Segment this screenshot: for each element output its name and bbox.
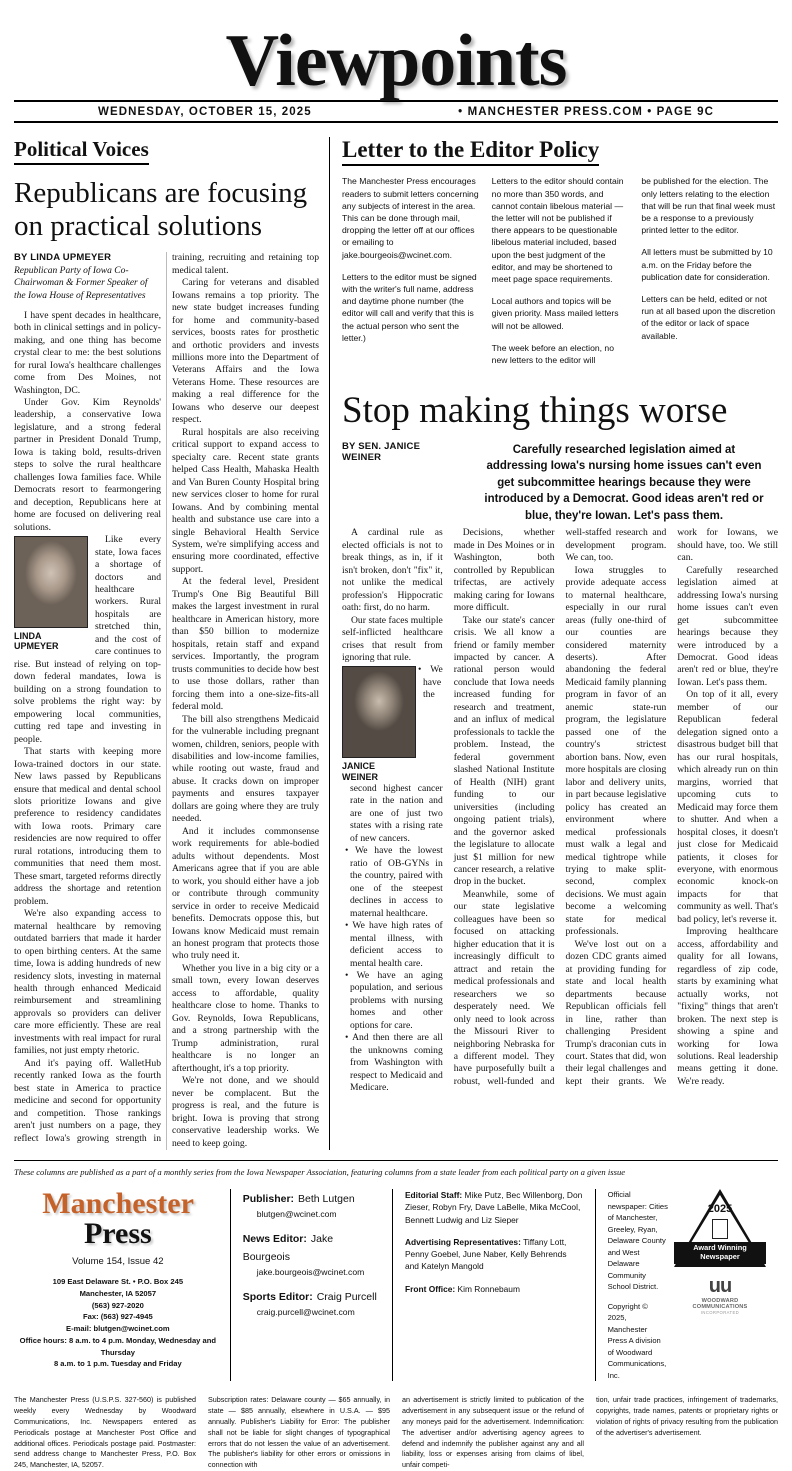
legal-column <box>14 1395 196 1471</box>
author-last-name: UPMEYER <box>14 641 59 652</box>
legal-paragraph: The Manchester Press (U.S.P.S. 327-560) is published weekly every Wednesday by Woodward Communications, Inc. Newspapers entered as Periodicals postage at Manchester Post Office and additional offices. Periodicals postage paid. Postmaster: send address change to Manchester Press, P.O. Box 245, Manchester, IA, 52057. <box>14 1395 196 1470</box>
page-title: Viewpoints <box>225 20 567 102</box>
paragraph: That starts with keeping more Iowa-trained doctors in our state. New laws passed by Republicans ensure that medical and dental school slots prioritize Iowans and give preference to residency candidates with Iowa roots. Primary care residencies are now required to offer rural rotations, introducing them to communities that need them most. These smart, targeted reforms directly address the shortage and retention problem. <box>14 746 161 907</box>
author-first-name: JANICE <box>342 761 376 772</box>
paragraph: Take our state's cancer crisis. We all know a friend or family member impacted by cancer. A rational person would conclude that Iowa needs increased funding for research and treatment, and an influx of medical professionals to tackle the problem. Instead, the federal government slashed National Institute of Health (NIH) grant funding to our universities (including ongoing patient trials), and the governor asked the legislature to allocate just $1 million for new cancer research, a relative drop in the bucket. <box>453 614 555 888</box>
nameplate-rule-bottom <box>14 121 778 123</box>
article-headline: Republicans are focusing on practical solutions <box>14 177 308 242</box>
official-notice-block <box>608 1189 668 1382</box>
woodward-logo-block <box>674 1275 766 1315</box>
avatar <box>14 536 88 628</box>
paragraph: Whether you live in a big city or a small town, every Iowan deserves access to affordable, quality healthcare close to home. Thanks to Gov. Reynolds, Iowa Republicans, and a strong partnership with the Trump administration, rural healthcare is no longer an afterthought, it's a top priority. <box>172 962 319 1074</box>
policy-paragraph: The week before an election, no new letters to the editor will <box>491 342 614 365</box>
paragraph: We're not done, and we should never be complacent. But the progress is real, and the future is bright. Iowa is proving that strong conservative leadership works. We need to keep going. <box>172 1075 319 1149</box>
news-editor-name: Jake Bourgeois <box>242 1232 334 1263</box>
policy-paragraph: Letters to the editor should contain no more than 350 words, and cannot contain libelous material — the letter will not be published if there appears to be questionable libelous material included, based upon the best judgment of the editor, and may be shortened to meet page space requirements. <box>491 176 624 284</box>
legal-paragraph: an advertisement is strictly limited to publication of the advertisement in any subsequent issue or the refund of any moneys paid for the advertisement. Indemnification: The advertiser and/or advertising agency agrees to defend and indemnify the publisher against any and all liability, loss or expenses arising from claims of libel, unfair competi- <box>402 1395 584 1470</box>
legal-column <box>208 1395 390 1471</box>
sports-editor-name: Craig Purcell <box>316 1290 377 1303</box>
paragraph: We've lost out on a dozen CDC grants aimed at providing funding for state and local health departments because Republican officials fell in line, rather than challenging President Trump's draconian cuts in court. States that did, won their legal challenges and kept their grants. We work for Iowans, we should have, too. We still can. <box>565 527 778 1087</box>
letter-policy-column <box>492 175 629 376</box>
advertising-label: Advertising Representatives: <box>404 1236 521 1247</box>
paragraph: • We have high rates of mental illness, with deficient access to mental health care. <box>345 920 443 969</box>
paragraph: I have spent decades in healthcare, both in clinical settings and in policy-making, and one thing has become crystal clear to me: the best solutions for rural Iowa's healthcare challenges come from Des Moines, not Washington, DC. <box>14 309 161 396</box>
weiner-body <box>342 527 778 1094</box>
paragraph: We're also expanding access to maternal healthcare by removing outdated barriers that made it harder to open birthing centers. At the same time, Iowa is adding hundreds of new residency slots, investing in maternal health through enhanced Medicaid reimbursement and streamlining approvals so providers can deliver care more efficiently. These are real investments with real impact for rural families, not just empty rhetoric. <box>14 908 161 1057</box>
legal-column <box>402 1395 584 1471</box>
legal-paragraph: Subscription rates: Delaware county — $65 annually, in state — $85 annually, elsewhere in U.S.A. — $95 annually. Publisher's Liability for Error: The publisher shall not be liable for slight changes of typographical errors that do not lessen the value of an advertisement. The publisher's liability for other errors or omissions in connection with <box>208 1395 390 1470</box>
news-editor-label: News Editor: <box>242 1232 307 1245</box>
news-editor-email[interactable]: jake.bourgeois@wcinet.com <box>256 1266 365 1277</box>
paragraph: Improving healthcare access, affordability and quality for all Iowans, regardless of zip code, starts by examining what actually works, not "fixing" things that aren't broken. The next step is showing a spine and working for Iowa solutions. Real leadership means getting it done. We're ready. <box>677 926 778 1087</box>
weiner-byline: BY SEN. JANICE WEINER <box>342 440 421 463</box>
dateline-date: WEDNESDAY, OCTOBER 15, 2025 <box>98 106 312 119</box>
section-kicker: Political Voices <box>14 137 149 165</box>
article-political-voices <box>14 137 330 1150</box>
editorial-staff-row <box>405 1189 583 1226</box>
policy-paragraph: Letters can be held, edited or not run at all based upon the discretion of the editor or lack of space available. <box>641 293 776 341</box>
policy-paragraph: be published for the election. The only letters relating to the election that will be run that final week must be a response to a previously printed letter to the editor. <box>641 176 776 236</box>
award-caption <box>674 1242 766 1264</box>
copyright-text: Copyright © 2025, Manchester Press A division of Woodward Communications, Inc. <box>607 1301 667 1380</box>
award-year: 2025 <box>707 1202 733 1215</box>
address-line: E-mail: blutgen@wcinet.com <box>66 1324 170 1334</box>
address-line: Manchester, IA 52057 <box>79 1288 157 1298</box>
policy-paragraph: Letters to the editor must be signed with the writer's full name, address and daytime phone number (the editor will call and verify that this is the actual person who sent the letter.) <box>342 271 477 343</box>
logo-word-manchester: Manchester <box>42 1186 194 1220</box>
award-caption-line2: Newspaper <box>700 1252 740 1262</box>
paragraph: • And then there are all the unknowns coming from Washington with respect to Medicaid and Medicare. <box>345 1032 443 1094</box>
editorial-staff-names: Mike Putz, Bec Willenborg, Don Zieser, Robyn Fry, Dave LaBelle, Mika McCool, Bennett Ludwig and Liz Sieper <box>404 1189 583 1225</box>
right-zone <box>330 137 778 1150</box>
article-byline: BY LINDA UPMEYER <box>14 252 112 264</box>
letter-policy-column <box>342 175 479 376</box>
editorial-staff-label: Editorial Staff: <box>404 1189 463 1200</box>
address-line: (563) 927-2020 <box>91 1300 144 1310</box>
woodward-mark-icon: uu <box>708 1274 732 1297</box>
legal-column <box>596 1395 778 1471</box>
paragraph: Rural hospitals are also receiving critical support to expand access to specialty care. Recent state grants helped Cass Health, Mahaska Health and Van Buren County Hospital bring new services closer to home for rural Iowans. And by combining mental health and substance use care into a single Behavioral Health Service System, we're simplifying access and ensuring more coordinated, effective support. <box>172 426 319 575</box>
woodward-name: WOODWARD COMMUNICATIONS <box>692 1297 748 1310</box>
address-line: 8 a.m. to 1 p.m. Tuesday and Friday <box>53 1359 182 1369</box>
paragraph: Like every state, Iowa faces a shortage of doctors and healthcare workers. Rural hospitals are stretched thin, and the cost of care continues to rise. But instead of relying on top-down federal mandates, Iowa is building on a strong foundation to solve problems the right way: by empowering local communities, cutting red tape and investing in people. <box>14 534 161 745</box>
avatar <box>342 666 416 758</box>
staff-box <box>14 1186 778 1382</box>
address-line: 109 East Delaware St. • P.O. Box 245 <box>52 1276 184 1286</box>
top-zone <box>14 137 778 1150</box>
publisher-row <box>243 1189 380 1207</box>
letter-policy-block <box>342 137 778 376</box>
weiner-byline-column <box>342 441 458 523</box>
paragraph: Under Gov. Kim Reynolds' leadership, a conservative Iowa legislature, and a strong federal partner in President Donald Trump, Iowa is taking bold, results-driven steps to solve the rural healthcare challenges Iowa families face. While Democrats resort to fearmongering and deception, Republicans here at home are focused on delivering real solutions. <box>14 396 161 533</box>
masthead-logo <box>18 1186 218 1250</box>
dateline <box>14 102 778 120</box>
front-office-row <box>405 1283 583 1295</box>
advertising-names: Tiffany Lott, Penny Goebel, June Naber, Kelly Behrends and Katelyn Mangold <box>404 1236 567 1272</box>
paragraph: At the federal level, President Trump's One Big Beautiful Bill makes the largest investment in rural healthcare in American history, more than $50 billion to modernize hospitals, retain staff and expand services. Importantly, the program trusts communities to decide how best to use those dollars, rather than forcing them into a one-size-fits-all federal mold. <box>172 576 319 713</box>
letter-policy-column <box>641 175 778 376</box>
paragraph: Caring for veterans and disabled Iowans remains a top priority. The new state budget increases funding for home and community-based services, boosts rates for prosthetic and orthotic providers and invests millions more into the Department of Veterans Affairs and the Iowa Veterans Home. These resources are making a real difference for the Iowans who deserve our deepest respect. <box>172 277 319 426</box>
front-office-name: Kim Ronnebaum <box>457 1283 520 1294</box>
nameplate <box>14 0 778 102</box>
paragraph: And it's paying off. WalletHub recently ranked Iowa as the fourth best state in America to practice medicine and second for opportunity and competition. Those rankings aren't just numbers on a page, they reflect Iowa's growing strength in training, recruiting and retaining top medical talent. <box>14 252 319 1144</box>
volume-issue: Volume 154, Issue 42 <box>72 1255 164 1267</box>
news-editor-row <box>243 1229 380 1265</box>
address-line: Fax: (563) 927-4945 <box>83 1312 153 1322</box>
article-byline-subtitle: Republican Party of Iowa Co-Chairwoman & Former Speaker of the Iowa House of Representatives <box>14 266 148 301</box>
paragraph: And it includes commonsense work requirements for able-bodied adults without dependents. Most Americans agree that if you are able to work, you should either have a job or contribute through community service in order to receive Medicaid benefits. Democrats oppose this, but Iowans know Medicaid must remain an honest program that protects those who truly need it. <box>172 825 319 962</box>
sports-editor-row <box>243 1287 380 1305</box>
award-badge-block <box>674 1189 766 1382</box>
weiner-headline: Stop making things worse <box>342 390 728 432</box>
staff-contacts-block <box>230 1189 392 1382</box>
address-block <box>18 1276 218 1370</box>
author-last-name: WEINER <box>342 771 378 782</box>
paragraph: • We have the lowest ratio of OB-GYNs in the country, paired with one of the steepest declines in access to maternal healthcare. <box>345 845 443 919</box>
legal-notice-block <box>14 1395 778 1471</box>
official-newspaper-text: Official newspaper: Cities of Manchester, Greeley, Ryan, Delaware County and West Delaware Community School District. <box>607 1189 668 1292</box>
author-photo-caption <box>14 631 88 652</box>
paragraph: On top of it all, every member of our Republican federal delegation signed onto a disastrous budget bill that has our rural hospitals, which already run on thin margins, worried that upcoming cuts to Medicaid may force them to shutter. And when a hospital closes, it doesn't just close for Medicaid patients, it closes for everyone, with enormous economic knock-on impacts for that community as well. That's bad policy, let's reverse it. <box>677 689 778 925</box>
publisher-email[interactable]: blutgen@wcinet.com <box>256 1208 337 1219</box>
letter-policy-heading: Letter to the Editor Policy <box>342 137 599 166</box>
publisher-label: Publisher: <box>242 1192 295 1205</box>
sports-editor-label: Sports Editor: <box>242 1290 313 1303</box>
letter-policy-columns <box>342 175 778 376</box>
editorial-staff-block <box>392 1189 595 1382</box>
series-note: These columns are published as a part of a monthly series from the Iowa Newspaper Association, featuring columns from a state leader from each political party on a given issue <box>14 1160 778 1177</box>
address-line: Office hours: 8 a.m. to 4 p.m. Monday, Wednesday and Thursday <box>19 1335 217 1357</box>
paragraph: • We have the second highest cancer rate in the nation and are one of just two states with a rising rate of new cancers. <box>350 664 443 844</box>
front-office-label: Front Office: <box>404 1283 456 1294</box>
legal-paragraph: tion, unfair trade practices, infringement of trademarks, copyrights, trade names, patents or proprietary rights or violation of rights of privacy resulting from the publication of the advertiser's advertisement. <box>596 1395 778 1437</box>
woodward-subtitle: INCORPORATED <box>700 1309 740 1315</box>
policy-paragraph: The Manchester Press encourages readers to submit letters concerning any subjects of interest in the area. This can be done through mail, dropping the letter off at our offices or emailing to jake.bourgeois@wcinet.com. <box>342 176 479 260</box>
article-stop-making-things-worse <box>342 392 778 1095</box>
award-seal-icon <box>712 1219 728 1239</box>
award-triangle-icon <box>674 1189 766 1269</box>
author-first-name: LINDA <box>14 631 42 642</box>
author-photo-block <box>342 666 416 782</box>
paragraph: • We have an aging population, and serious problems with nursing homes and other options for care. <box>345 970 443 1031</box>
award-caption-line1: Award Winning <box>693 1243 747 1253</box>
policy-paragraph: All letters must be submitted by 10 a.m. on the Friday before the publication date for consideration. <box>641 247 773 282</box>
advertising-row <box>405 1236 583 1273</box>
pull-quote: Carefully researched legislation aimed at addressing Iowa's nursing home issues can't even get subcommittee hearings because they were introduced by a Democrat. Good ideas aren't red or blue, they're Iowan. Let's pass them. <box>484 441 764 522</box>
paragraph: A cardinal rule as elected officials is not to break things, as in, if it isn't broken, don't "fix" it, not unlike the medical profession's Hippocratic oath: first, do no harm. <box>342 527 443 614</box>
author-photo-block <box>14 536 88 652</box>
sports-editor-email[interactable]: craig.purcell@wcinet.com <box>256 1306 355 1317</box>
official-award-block <box>595 1189 778 1382</box>
policy-paragraph: Local authors and topics will be given priority. Mass mailed letters will not be allowed. <box>491 296 619 331</box>
logo-word-press: Press <box>83 1216 152 1250</box>
paragraph: Our state faces multiple self-inflicted healthcare crises that result from ignoring that rule. <box>342 614 443 664</box>
paragraph: Meanwhile, some of our state legislative colleagues have been so focused on attacking higher education that it is increasingly difficult to attract and retain the medical professionals and researchers we so desperately need. We only need to look across the Missouri River to neighboring Nebraska for a different model. They have purposefully built a robust, well-funded and well-staffed research and development program. We can, too. <box>453 527 667 1087</box>
weiner-header-row <box>342 441 778 523</box>
author-photo-caption <box>342 761 416 782</box>
publisher-name: Beth Lutgen <box>298 1192 355 1205</box>
paragraph: Decisions, whether made in Des Moines or in Washington, both controlled by Republican trifectas, are actively making caring for Iowans more difficult. <box>453 527 555 614</box>
left-article-body <box>14 252 319 1150</box>
paragraph: Carefully researched legislation aimed at addressing Iowa's nursing home issues can't even get subcommittee hearings because they were introduced by a Democrat. Good ideas aren't red or blue, they're Iowan. Let's pass them. <box>677 564 778 688</box>
masthead-logo-block <box>14 1186 230 1382</box>
paragraph: The bill also strengthens Medicaid for the vulnerable including pregnant women, children, seniors, people with disabilities and low-income families, while rooting out waste, fraud and abuse. It cracks down on improper payments and ensures taxpayer dollars are going where they are truly needed. <box>172 713 319 825</box>
paragraph: Iowa struggles to provide adequate access to maternal healthcare, especially in our rural areas (fully one-third of our counties are considered maternity deserts). After abandoning the federal Medicaid family planning program in favor of an anemic state-run program, the legislature passed one of the country's strictest abortion bans. Now, even more hospitals are closing labor and delivery units, in part because legislative policy has created an environment where medical professionals must walk a legal and medical tightrope while trying to make split-second, complex decisions. We must again become a welcoming state for medical professionals. <box>565 564 667 938</box>
dateline-site-page: • MANCHESTER PRESS.COM • PAGE 9C <box>458 106 714 119</box>
